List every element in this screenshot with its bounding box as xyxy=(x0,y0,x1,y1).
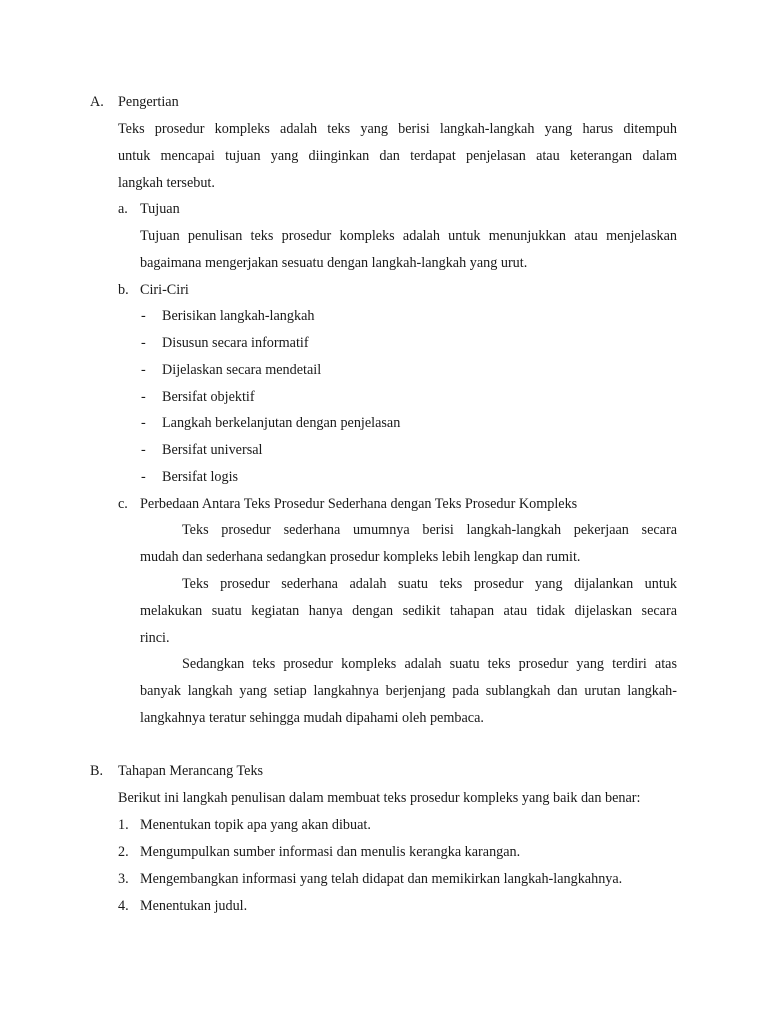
section-b-intro: Berikut ini langkah penulisan dalam membuat teks prosedur kompleks yang baik dan benar: xyxy=(118,790,641,806)
ciri-bullet: - xyxy=(141,442,146,458)
ciri-bullet: - xyxy=(141,469,146,485)
section-a-marker: A. xyxy=(90,94,104,110)
tujuan-para-line-2: bagaimana mengerjakan sesuatu dengan langkah-langkah yang urut. xyxy=(140,255,528,271)
step-number: 3. xyxy=(118,871,129,887)
perbedaan-p3-line-3: langkahnya teratur sehingga mudah dipahami oleh pembaca. xyxy=(140,710,484,726)
ciri-bullet: - xyxy=(141,308,146,324)
step-number: 2. xyxy=(118,844,129,860)
step-number: 4. xyxy=(118,898,129,914)
section-b-title: Tahapan Merancang Teks xyxy=(118,763,264,779)
section-a-para-line-3: langkah tersebut. xyxy=(118,175,215,191)
section-a-para-line-1: Teks prosedur kompleks adalah teks yang berisi langkah-langkah yang harus ditempuh xyxy=(118,121,677,137)
ciri-bullet: - xyxy=(141,389,146,405)
perbedaan-p1-line-1: Teks prosedur sederhana umumnya berisi langkah-langkah pekerjaan secara xyxy=(182,522,677,538)
ciri-bullet: - xyxy=(141,335,146,351)
perbedaan-title: Perbedaan Antara Teks Prosedur Sederhana dengan Teks Prosedur Kompleks xyxy=(140,496,578,512)
ciri-item: Berisikan langkah-langkah xyxy=(162,308,315,324)
step-text: Menentukan topik apa yang akan dibuat. xyxy=(140,817,371,833)
perbedaan-p2-line-3: rinci. xyxy=(140,630,170,646)
perbedaan-p1-line-2: mudah dan sederhana sedangkan prosedur kompleks lebih lengkap dan rumit. xyxy=(140,549,581,565)
ciri-item: Bersifat logis xyxy=(162,469,239,485)
perbedaan-p2-line-2: melakukan suatu kegiatan hanya dengan sedikit tahapan atau tidak dijelaskan secara xyxy=(140,603,677,619)
ciri-item: Bersifat objektif xyxy=(162,389,255,405)
ciri-marker: b. xyxy=(118,282,129,298)
ciri-item: Langkah berkelanjutan dengan penjelasan xyxy=(162,415,401,431)
ciri-item: Dijelaskan secara mendetail xyxy=(162,362,322,378)
step-text: Mengumpulkan sumber informasi dan menulis kerangka karangan. xyxy=(140,844,521,860)
step-number: 1. xyxy=(118,817,129,833)
ciri-bullet: - xyxy=(141,415,146,431)
perbedaan-p2-line-1: Teks prosedur sederhana adalah suatu teks prosedur yang dijalankan untuk xyxy=(182,576,677,592)
perbedaan-p3-line-2: banyak langkah yang setiap langkahnya berjenjang pada sublangkah dan urutan langkah- xyxy=(140,683,677,699)
ciri-item: Bersifat universal xyxy=(162,442,263,458)
perbedaan-marker: c. xyxy=(118,496,128,512)
section-a-para-line-2: untuk mencapai tujuan yang diinginkan dan terdapat penjelasan atau keterangan dalam xyxy=(118,148,677,164)
tujuan-para-line-1: Tujuan penulisan teks prosedur kompleks adalah untuk menunjukkan atau menjelaskan xyxy=(140,228,677,244)
step-text: Menentukan judul. xyxy=(140,898,248,914)
section-a-title: Pengertian xyxy=(118,94,179,110)
tujuan-marker: a. xyxy=(118,201,128,217)
perbedaan-p3-line-1: Sedangkan teks prosedur kompleks adalah suatu teks prosedur yang terdiri atas xyxy=(182,656,677,672)
ciri-item: Disusun secara informatif xyxy=(162,335,309,351)
ciri-bullet: - xyxy=(141,362,146,378)
ciri-title: Ciri-Ciri xyxy=(140,282,189,298)
step-text: Mengembangkan informasi yang telah didapat dan memikirkan langkah-langkahnya. xyxy=(140,871,623,887)
section-b-marker: B. xyxy=(90,763,104,779)
tujuan-title: Tujuan xyxy=(140,201,180,217)
